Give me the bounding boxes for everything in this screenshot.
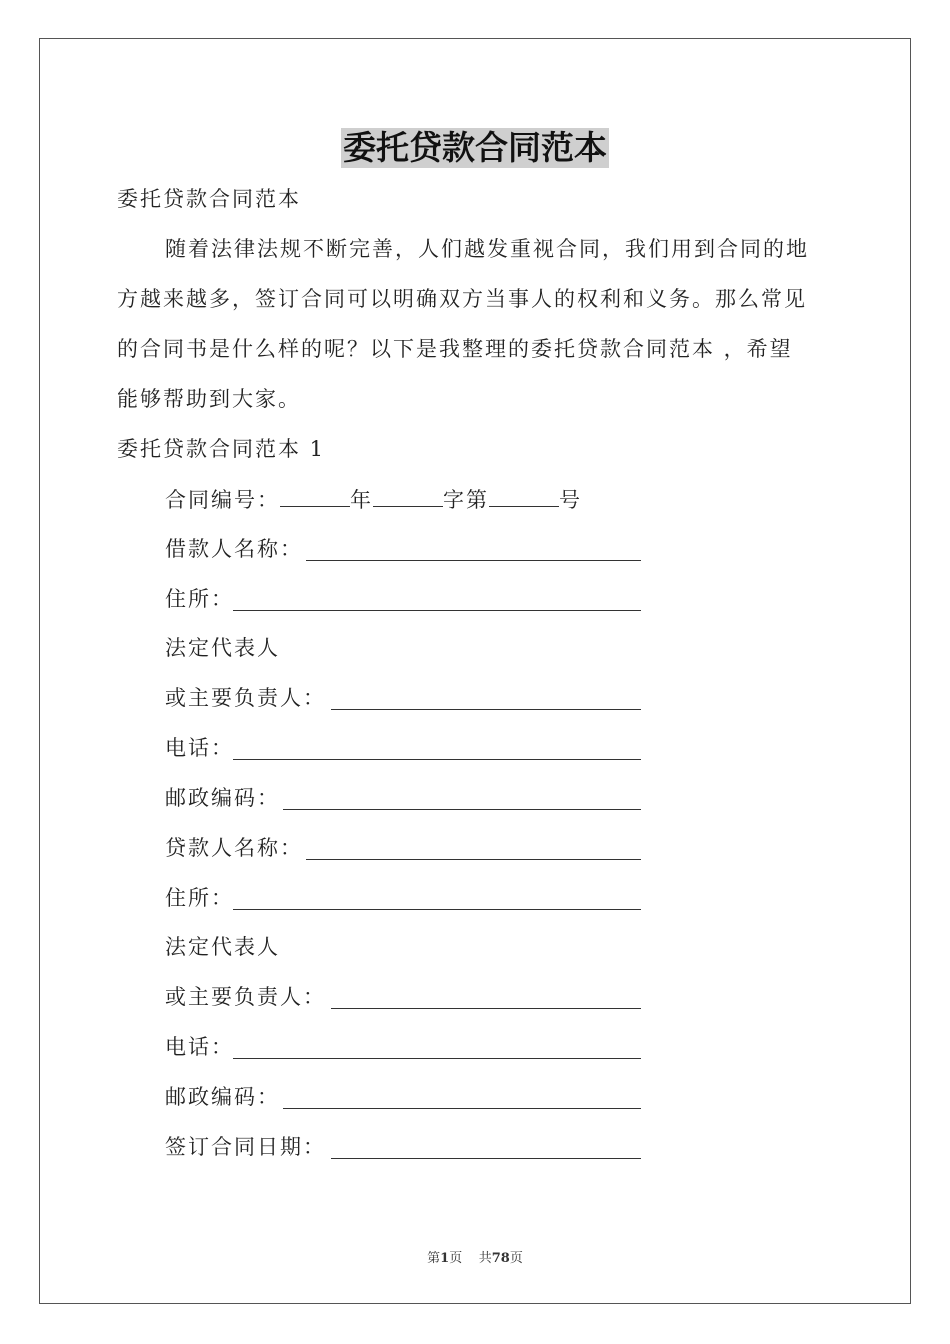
page-number: 1: [440, 1251, 450, 1266]
contract-number-label: 合同编号：: [165, 488, 280, 512]
section-heading: 委托贷款合同范本 1: [117, 437, 326, 461]
lender-postcode-row: [165, 1082, 641, 1112]
lender-legal-rep-row: [165, 932, 280, 962]
page-prefix: 第: [427, 1251, 441, 1266]
field-label: 住所：: [165, 587, 234, 611]
borrower-postcode-blank[interactable]: [283, 783, 641, 810]
page-suffix: 页: [449, 1251, 463, 1266]
signing-date-row: [165, 1132, 641, 1162]
borrower-address-blank[interactable]: [233, 584, 641, 611]
contract-hao-blank[interactable]: [489, 484, 559, 507]
field-label: 签订合同日期：: [165, 1135, 326, 1159]
borrower-name-row: [165, 534, 641, 564]
lender-postcode-blank[interactable]: [283, 1082, 641, 1109]
field-label: 法定代表人: [165, 935, 280, 959]
contract-zidi-label: 字第: [443, 488, 489, 512]
contract-hao-label: 号: [559, 488, 582, 512]
total-prefix: 共: [478, 1251, 492, 1266]
page-footer: [0, 1247, 950, 1266]
lender-address-row: [165, 883, 641, 913]
intro-line-3: 的合同书是什么样的呢？以下是我整理的委托贷款合同范本 ，希望: [117, 337, 793, 361]
borrower-principal-row: [165, 683, 641, 713]
borrower-postcode-row: [165, 783, 641, 813]
field-label: 邮政编码：: [165, 786, 280, 810]
borrower-phone-blank[interactable]: [233, 733, 641, 760]
contract-year-label: 年: [350, 488, 373, 512]
field-label: 邮政编码：: [165, 1085, 280, 1109]
document-subtitle: 委托贷款合同范本: [117, 187, 301, 211]
contract-year-blank[interactable]: [280, 484, 350, 507]
field-label: 法定代表人: [165, 636, 280, 660]
borrower-name-blank[interactable]: [306, 534, 641, 561]
contract-number-row: [165, 484, 582, 515]
document-title: 委托贷款合同范本: [343, 128, 607, 167]
lender-phone-blank[interactable]: [233, 1032, 641, 1059]
lender-phone-row: [165, 1032, 641, 1062]
total-pages: 78: [491, 1251, 510, 1266]
lender-principal-blank[interactable]: [331, 982, 641, 1009]
borrower-legal-rep-row: [165, 633, 280, 663]
borrower-principal-blank[interactable]: [331, 683, 641, 710]
total-suffix: 页: [509, 1251, 523, 1266]
field-label: 住所：: [165, 886, 234, 910]
field-label: 电话：: [165, 736, 234, 760]
page-frame: [39, 38, 911, 1304]
signing-date-blank[interactable]: [331, 1132, 641, 1159]
lender-name-blank[interactable]: [306, 833, 641, 860]
field-label: 或主要负责人：: [165, 686, 326, 710]
field-label: 或主要负责人：: [165, 985, 326, 1009]
lender-principal-row: [165, 982, 641, 1012]
contract-zi-blank[interactable]: [373, 484, 443, 507]
field-label: 借款人名称：: [165, 537, 303, 561]
lender-address-blank[interactable]: [233, 883, 641, 910]
intro-line-2: 方越来越多，签订合同可以明确双方当事人的权利和义务。那么常见: [117, 287, 807, 311]
title-wrap: [0, 128, 950, 168]
intro-line-1: 随着法律法规不断完善，人们越发重视合同，我们用到合同的地: [165, 237, 809, 261]
intro-line-4: 能够帮助到大家。: [117, 387, 301, 411]
field-label: 电话：: [165, 1035, 234, 1059]
field-label: 贷款人名称：: [165, 836, 303, 860]
lender-name-row: [165, 833, 641, 863]
borrower-address-row: [165, 584, 641, 614]
borrower-phone-row: [165, 733, 641, 763]
